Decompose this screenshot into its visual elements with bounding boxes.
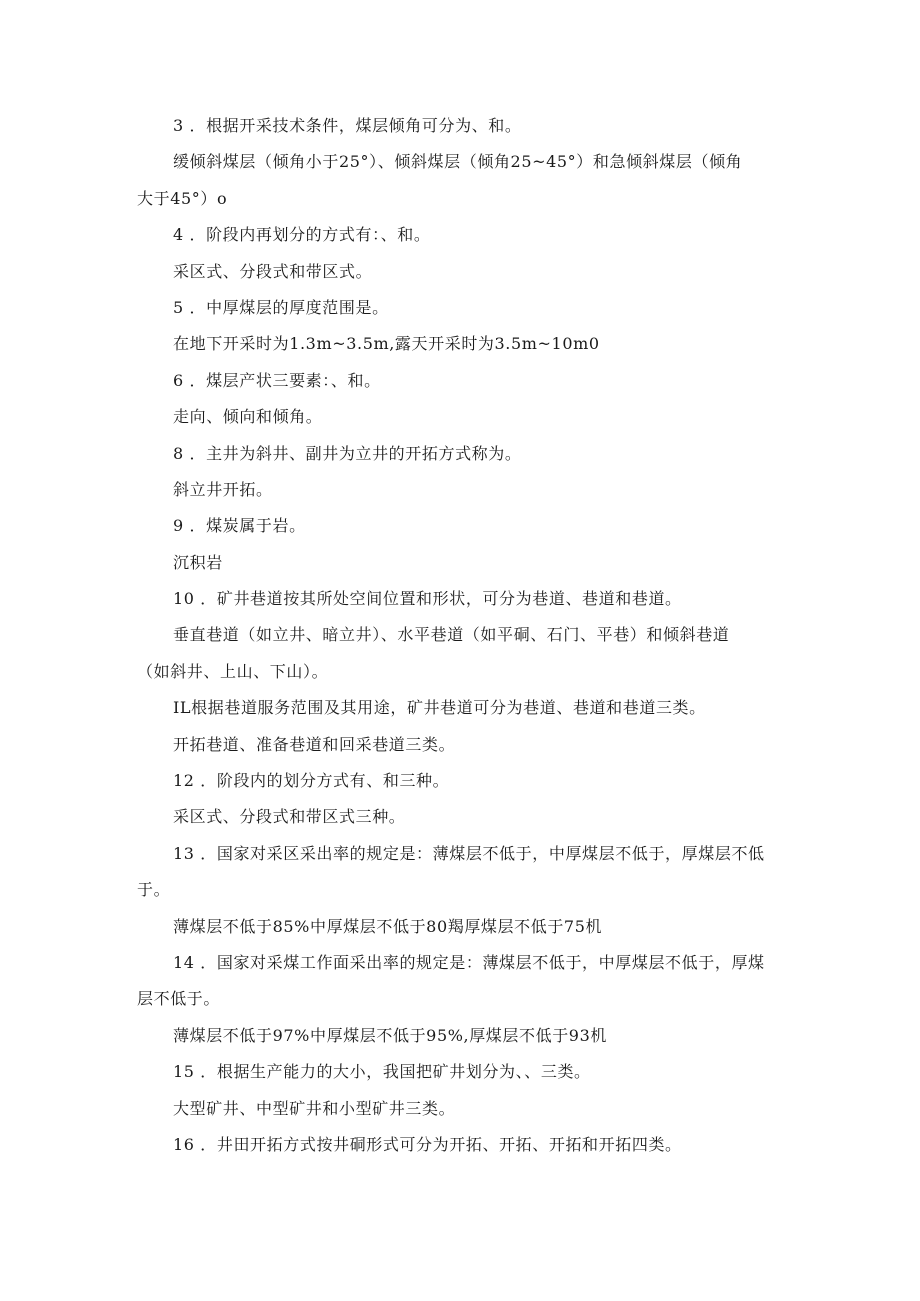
answer-8: 斜立井开拓。 (173, 479, 273, 499)
question-8: 8 ．主井为斜井、副井为立井的开拓方式称为。 (173, 443, 522, 463)
answer-3-line-2: 大于45°）o (137, 188, 228, 208)
answer-9: 沉积岩 (173, 552, 223, 572)
question-11: IL根据巷道服务范围及其用途，矿井巷道可分为巷道、巷道和巷道三类。 (173, 698, 706, 718)
answer-11: 开拓巷道、准备巷道和回采巷道三类。 (173, 734, 456, 754)
question-13-line-2: 于。 (137, 880, 171, 900)
question-5: 5 ．中厚煤层的厚度范围是。 (173, 297, 389, 317)
question-3: 3 ．根据开采技术条件，煤层倾角可分为、和。 (173, 116, 522, 135)
answer-3-line-1: 缓倾斜煤层（倾角小于25°）、倾斜煤层（倾角25~45°）和急倾斜煤层（倾角 (173, 152, 743, 172)
question-14-line-2: 层不低于。 (137, 989, 221, 1009)
document-body (137, 108, 787, 1163)
answer-6: 走向、倾向和倾角。 (173, 407, 323, 427)
answer-10-line-1: 垂直巷道（如立井、暗立井）、水平巷道（如平硐、石门、平巷）和倾斜巷道 (173, 625, 730, 645)
question-12: 12 ．阶段内的划分方式有、和三种。 (173, 771, 450, 791)
answer-5: 在地下开采时为1.3m~3.5m,露天开采时为3.5m~10m0 (173, 334, 600, 354)
question-14-line-1: 14 ．国家对采煤工作面采出率的规定是：薄煤层不低于，中厚煤层不低于，厚煤 (173, 952, 765, 972)
answer-10-line-2: （如斜井、上山、下山）。 (137, 661, 329, 681)
question-10: 10 ．矿井巷道按其所处空间位置和形状，可分为巷道、巷道和巷道。 (173, 589, 682, 609)
question-9: 9 ．煤炭属于岩。 (173, 516, 306, 536)
question-4: 4 ．阶段内再划分的方式有：、和。 (173, 225, 431, 245)
question-13-line-1: 13 ．国家对采区采出率的规定是：薄煤层不低于，中厚煤层不低于，厚煤层不低 (173, 843, 765, 863)
question-16: 16 ．井田开拓方式按井硐形式可分为开拓、开拓、开拓和开拓四类。 (173, 1134, 682, 1154)
answer-15: 大型矿井、中型矿井和小型矿井三类。 (173, 1098, 456, 1118)
question-6: 6 ．煤层产状三要素：、和。 (173, 370, 381, 390)
answer-4: 采区式、分段式和带区式。 (173, 261, 373, 281)
answer-13: 薄煤层不低于85%中厚煤层不低于80羯厚煤层不低于75机 (173, 916, 603, 936)
question-15: 15 ．根据生产能力的大小，我国把矿井划分为、、三类。 (173, 1062, 591, 1082)
answer-14: 薄煤层不低于97%中厚煤层不低于95%,厚煤层不低于93机 (173, 1025, 607, 1045)
answer-12: 采区式、分段式和带区式三种。 (173, 807, 406, 827)
